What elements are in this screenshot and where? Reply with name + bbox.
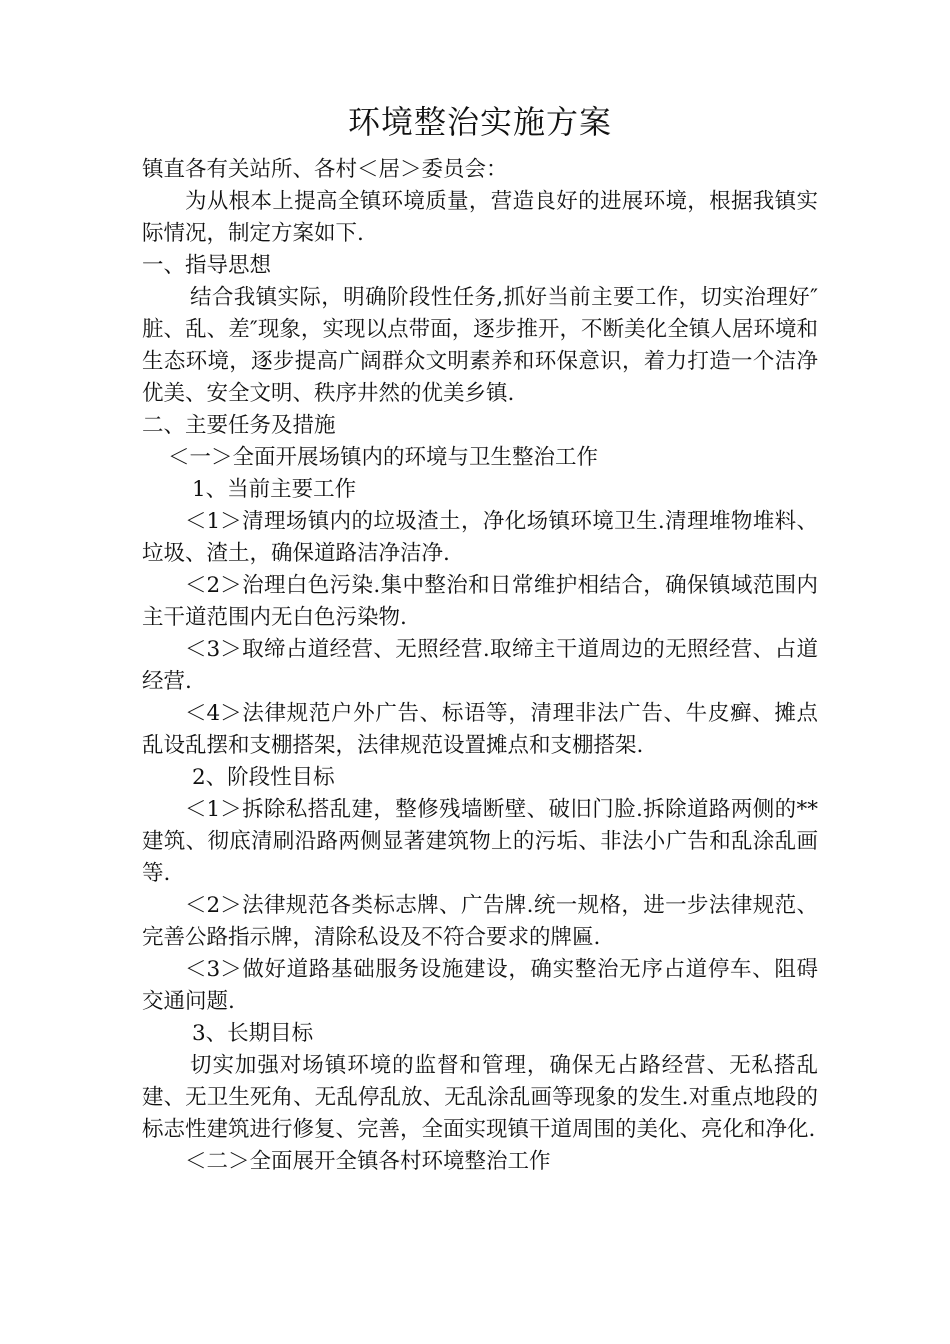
item3-heading: 3、长期目标 xyxy=(192,1021,314,1046)
item3-body: 切实加强对场镇环境的监督和管理，确保无占路经营、无私搭乱建、无卫生死角、无乱停乱放、无乱涂乱画等现象的发生.对重点地段的标志性建筑进行修复、完善，全面实现镇干道周围的美化、亮化和净化. xyxy=(142,1053,818,1142)
subsection2-heading: ＜二＞全面展开全镇各村环境整治工作 xyxy=(185,1149,551,1174)
item1-point: ＜3＞取缔占道经营、无照经营.取缔主干道周边的无照经营、占道经营. xyxy=(142,637,818,694)
item2-heading: 2、阶段性目标 xyxy=(192,765,335,790)
salutation: 镇直各有关站所、各村＜居＞委员会： xyxy=(142,157,508,182)
document-title: 环境整治实施方案 xyxy=(347,103,612,141)
document-page xyxy=(142,100,818,1178)
item2-point: ＜3＞做好道路基础服务设施建设，确实整治无序占道停车、阻碍交通问题. xyxy=(142,957,818,1014)
section2-heading: 二、主要任务及措施 xyxy=(142,413,336,438)
intro-paragraph: 为从根本上提高全镇环境质量，营造良好的进展环境，根据我镇实际情况，制定方案如下. xyxy=(142,189,818,246)
item1-point: ＜1＞清理场镇内的垃圾渣土，净化场镇环境卫生.清理堆物堆料、垃圾、渣土，确保道路洁净洁净. xyxy=(142,509,818,566)
item2-point: ＜1＞拆除私搭乱建，整修残墙断壁、破旧门脸.拆除道路两侧的**建筑、彻底清刷沿路两侧显著建筑物上的污垢、非法小广告和乱涂乱画等. xyxy=(142,797,818,886)
item2-point: ＜2＞法律规范各类标志牌、广告牌.统一规格，进一步法律规范、完善公路指示牌，清除私设及不符合要求的牌匾. xyxy=(142,893,818,950)
section1-body: 结合我镇实际，明确阶段性任务,抓好当前主要工作，切实治理好″脏、乱、差″现象，实现以点带面，逐步推开，不断美化全镇人居环境和生态环境，逐步提高广阔群众文明素养和环保意识，着力打造一个洁净优美、安全文明、秩序井然的优美乡镇. xyxy=(142,285,818,406)
section1-heading: 一、指导思想 xyxy=(142,253,272,278)
item1-heading: 1、当前主要工作 xyxy=(192,477,357,502)
subsection1-heading: ＜一＞全面开展场镇内的环境与卫生整治工作 xyxy=(168,445,599,470)
item1-point: ＜4＞法律规范户外广告、标语等，清理非法广告、牛皮癣、摊点乱设乱摆和支棚搭架，法律规范设置摊点和支棚搭架. xyxy=(142,701,818,758)
item1-point: ＜2＞治理白色污染.集中整治和日常维护相结合，确保镇域范围内主干道范围内无白色污染物. xyxy=(142,573,818,630)
